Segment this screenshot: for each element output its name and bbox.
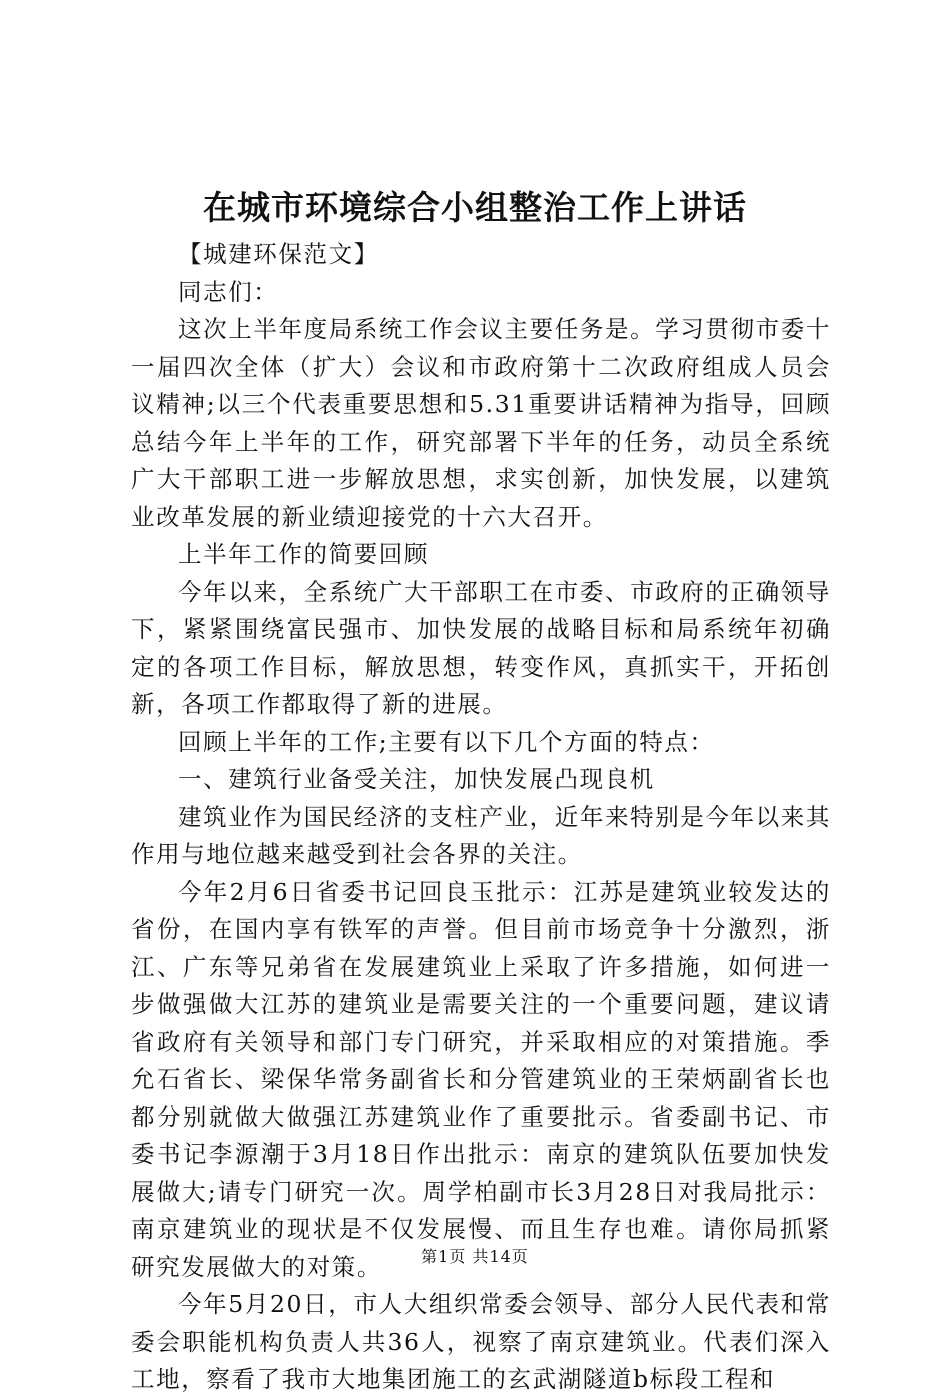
document-title: 在城市环境综合小组整治工作上讲话 xyxy=(203,188,747,227)
paragraph: 建筑业作为国民经济的支柱产业，近年来特别是今年以来其作用与地位越来越受到社会各界的关注。 xyxy=(131,802,831,868)
paragraph: 这次上半年度局系统工作会议主要任务是。学习贯彻市委十一届四次全体（扩大）会议和市政府第十二次政府组成人员会议精神;以三个代表重要思想和5.31重要讲话精神为指导，回顾总结今年上半年的工作，研究部署下半年的任务，动员全系统广大干部职工进一步解放思想，求实创新，加快发展，以建筑业改革发展的新业绩迎接党的十六大召开。 xyxy=(131,315,831,531)
document-body xyxy=(131,236,831,1399)
paragraph: 今年5月20日，市人大组织常委会领导、部分人民代表和常委会职能机构负责人共36人，视察了南京建筑业。代表们深入工地，察看了我市大地集团施工的玄武湖隧道b标段工程和 xyxy=(131,1290,831,1393)
paragraph: 回顾上半年的工作;主要有以下几个方面的特点： xyxy=(178,727,715,756)
salutation: 同志们： xyxy=(178,277,279,306)
section-heading: 一、建筑行业备受关注，加快发展凸现良机 xyxy=(178,765,655,793)
section-heading: 上半年工作的简要回顾 xyxy=(178,540,429,568)
paragraph: 今年2月6日省委书记回良玉批示：江苏是建筑业较发达的省份，在国内享有铁军的声誉。但目前市场竞争十分激烈，浙江、广东等兄弟省在发展建筑业上采取了许多措施，如何进一步做强做大江苏的建筑业是需要关注的一个重要问题，建议请省政府有关领导和部门专门研究，并采取相应的对策措施。季允石省长、梁保华常务副省长和分管建筑业的王荣炳副省长也都分别就做大做强江苏建筑业作了重要批示。省委副书记、市委书记李源潮于3月18日作出批示：南京的建筑队伍要加快发展做大;请专门研究一次。周学柏副市长3月28日对我局批示：南京建筑业的现状是不仅发展慢、而且生存也难。请你局抓紧研究发展做大的对策。 xyxy=(131,877,831,1281)
page-number-footer: 第1页 共14页 xyxy=(421,1247,529,1266)
category-tag: 【城建环保范文】 xyxy=(178,240,379,268)
paragraph: 今年以来，全系统广大干部职工在市委、市政府的正确领导下，紧紧围绕富民强市、加快发展的战略目标和局系统年初确定的各项工作目标，解放思想，转变作风，真抓实干，开拓创新，各项工作都取得了新的进展。 xyxy=(131,577,831,718)
